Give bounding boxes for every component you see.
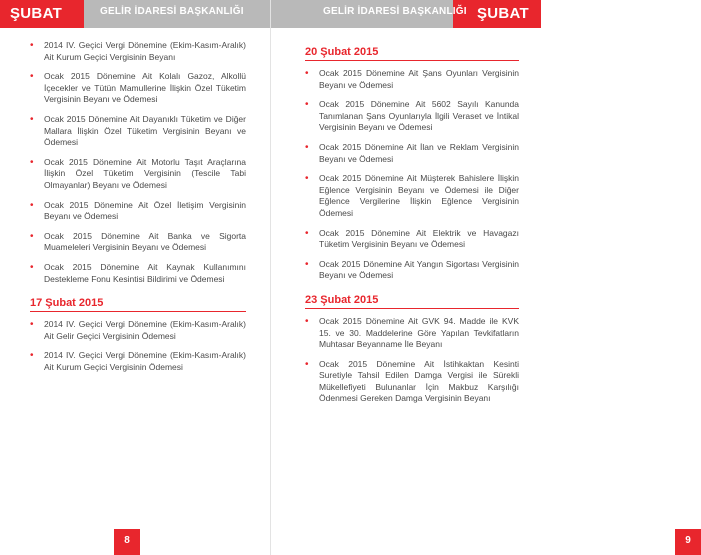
section-title-20-subat: 20 Şubat 2015 [305, 46, 379, 58]
section-title-23-subat: 23 Şubat 2015 [305, 293, 379, 306]
list-item: • Ocak 2015 Dönemine Ait Müşterek Bahislere İlişkin Eğlence Vergisinin Beyanı ve Ödemesi ile Diğer Eğlence Vergilerine İlişkin Eğlence Vergisinin Ödemesi [305, 173, 519, 219]
right-page-number: 9 [675, 529, 701, 555]
section-title-17-subat: 17 Şubat 2015 [30, 297, 104, 310]
list-item: • Ocak 2015 Dönemine Ait Kaynak Kullanımını Destekleme Fonu Kesintisi Bildirimi ve Ödemesi [30, 262, 246, 285]
list-item: • Ocak 2015 Dönemine Ait Özel İletişim Vergisinin Beyanı ve Ödemesi [30, 200, 246, 223]
list-item: • Ocak 2015 Dönemine Ait Kolalı Gazoz, Alkollü İçecekler ve Tütün Mamullerine İlişkin Özel Tüketim Vergisinin Beyanı ve Ödemesi [30, 71, 246, 106]
section-17-subat-list [30, 319, 246, 373]
list-item: • 2014 IV. Geçici Vergi Dönemine (Ekim-Kasım-Aralık) Ait Kurum Geçici Vergisinin Beyanı [30, 40, 246, 63]
list-item: • 2014 IV. Geçici Vergi Dönemine (Ekim-Kasım-Aralık) Ait Gelir Geçici Vergisinin Ödemesi [30, 319, 246, 342]
left-page-content [30, 40, 246, 381]
section-20-subat-list [305, 68, 519, 282]
section-divider [305, 308, 519, 309]
list-item: • Ocak 2015 Dönemine Ait GVK 94. Madde ile KVK 15. ve 30. Maddelerine Göre Yapılan Tevkifatların Muhtasar Beyanname İle Beyanı [305, 316, 519, 351]
section-23-subat-list [305, 316, 519, 405]
list-item: • Ocak 2015 Dönemine Ait Yangın Sigortası Vergisinin Beyanı ve Ödemesi [305, 259, 519, 282]
list-item: • 2014 IV. Geçici Vergi Dönemine (Ekim-Kasım-Aralık) Ait Kurum Geçici Vergisinin Ödemesi [30, 350, 246, 373]
list-item: • Ocak 2015 Dönemine Ait İstihkaktan Kesinti Suretiyle Tahsil Edilen Damga Vergisi ile Sürekli Mükellefiyeti Bulunanlar İçin Makbuz Karşılığı Ödenmesi Gereken Damga Vergisinin Beyanı [305, 359, 519, 405]
list-item: • Ocak 2015 Dönemine Ait İlan ve Reklam Vergisinin Beyanı ve Ödemesi [305, 142, 519, 165]
section-divider [30, 311, 246, 312]
left-header-department: GELİR İDARESİ BAŞKANLIĞI [100, 6, 244, 17]
left-header [0, 0, 270, 28]
left-intro-list [30, 40, 246, 285]
left-page-number: 8 [114, 529, 140, 555]
right-header [271, 0, 541, 28]
right-header-department: GELİR İDARESİ BAŞKANLIĞI [323, 6, 467, 17]
list-item: • Ocak 2015 Dönemine Ait Motorlu Taşıt Araçlarına İlişkin Özel Tüketim Vergisinin (Tescile Tabi Olmayanlar) Beyanı ve Ödemesi [30, 157, 246, 192]
list-item: • Ocak 2015 Dönemine Ait 5602 Sayılı Kanunda Tanımlanan Şans Oyunlarıyla İlgili Veraset ve İntikal Vergisinin Beyanı ve Ödemesi [305, 99, 519, 134]
list-item: • Ocak 2015 Dönemine Ait Şans Oyunları Vergisinin Beyanı ve Ödemesi [305, 68, 519, 91]
right-page [271, 0, 691, 555]
list-item: • Ocak 2015 Dönemine Ait Elektrik ve Havagazı Tüketim Vergisinin Beyanı ve Ödemesi [305, 228, 519, 251]
section-divider [305, 60, 519, 61]
left-header-month: ŞUBAT [10, 5, 63, 22]
left-page [0, 0, 271, 555]
list-item: • Ocak 2015 Dönemine Ait Dayanıklı Tüketim ve Diğer Mallara İlişkin Özel Tüketim Vergisinin Beyanı ve Ödemesi [30, 114, 246, 149]
right-page-content [305, 46, 519, 413]
list-item: • Ocak 2015 Dönemine Ait Banka ve Sigorta Muameleleri Vergisinin Beyanı ve Ödemesi [30, 231, 246, 254]
right-header-month: ŞUBAT [476, 5, 529, 22]
